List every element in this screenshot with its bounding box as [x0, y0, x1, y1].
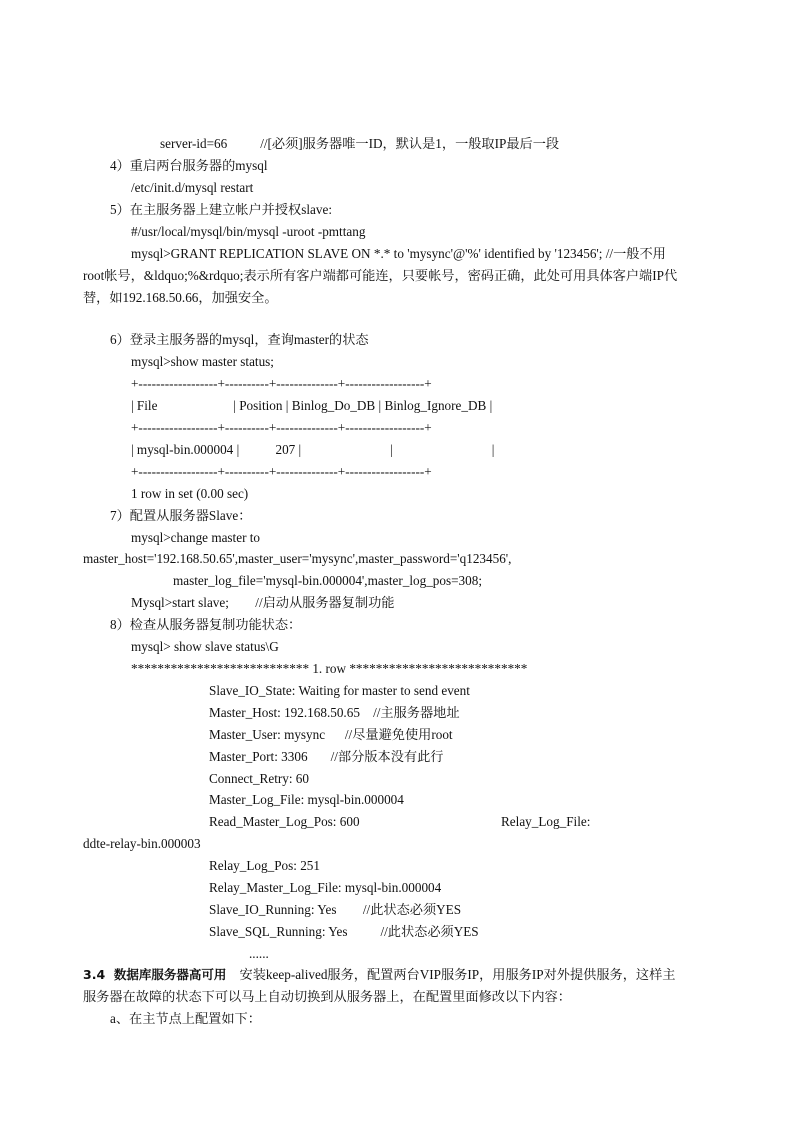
- text-line: server-id=66 //[必须]服务器唯一ID，默认是1，一般取IP最后一段: [160, 136, 560, 151]
- section-text: 安装keep-alived服务，配置两台VIP服务IP，用服务IP对外提供服务，这样主: [226, 967, 676, 982]
- table-header: | File | Position | Binlog_Do_DB | Binlog_Ignore_DB |: [131, 398, 493, 413]
- text-line: Mysql>start slave; //启动从服务器复制功能: [131, 595, 395, 610]
- status-field: Slave_IO_State: Waiting for master to send event: [209, 683, 470, 698]
- ellipsis: ......: [249, 946, 269, 961]
- text-line: 5）在主服务器上建立帐户并授权slave:: [110, 202, 332, 217]
- status-field: Slave_SQL_Running: Yes //此状态必须YES: [209, 924, 479, 939]
- status-field: Master_User: mysync //尽量避免使用root: [209, 727, 453, 742]
- table-border: +------------------+----------+--------------+------------------+: [131, 376, 432, 391]
- text-line: 1 row in set (0.00 sec): [131, 486, 249, 501]
- text-line: *************************** 1. row ***************************: [131, 661, 528, 676]
- status-field: Slave_IO_Running: Yes //此状态必须YES: [209, 902, 462, 917]
- text-line: mysql>GRANT REPLICATION SLAVE ON *.* to 'mysync'@'%' identified by '123456'; //一般不用: [131, 246, 666, 261]
- text-line: 8）检查从服务器复制功能状态：: [110, 617, 302, 632]
- status-field: Master_Host: 192.168.50.65 //主服务器地址: [209, 705, 460, 720]
- text-line: master_log_file='mysql-bin.000004',master_log_pos=308;: [173, 573, 482, 588]
- status-field: ddte-relay-bin.000003: [83, 836, 201, 851]
- text-line: /etc/init.d/mysql restart: [131, 180, 254, 195]
- text-line: 7）配置从服务器Slave：: [110, 508, 252, 523]
- text-line: #/usr/local/mysql/bin/mysql -uroot -pmttang: [131, 224, 366, 239]
- section-heading: 3.4 数据库服务器高可用: [83, 967, 227, 982]
- text-line: 替，如192.168.50.66，加强安全。: [83, 290, 278, 305]
- text-line: root帐号，&ldquo;%&rdquo;表示所有客户端都可能连，只要帐号，密码正确，此处可用具体客户端IP代: [83, 268, 678, 283]
- status-field: Connect_Retry: 60: [209, 771, 309, 786]
- status-field: Master_Log_File: mysql-bin.000004: [209, 792, 404, 807]
- text-line: 4）重启两台服务器的mysql: [110, 158, 268, 173]
- table-border: +------------------+----------+--------------+------------------+: [131, 464, 432, 479]
- text-line: master_host='192.168.50.65',master_user='mysync',master_password='q123456',: [83, 551, 512, 566]
- text-line: mysql>change master to: [131, 530, 261, 545]
- text-line: mysql>show master status;: [131, 354, 274, 369]
- status-field: Relay_Master_Log_File: mysql-bin.000004: [209, 880, 442, 895]
- text-line: 服务器在故障的状态下可以马上自动切换到从服务器上，在配置里面修改以下内容：: [83, 989, 571, 1004]
- status-field: Master_Port: 3306 //部分版本没有此行: [209, 749, 444, 764]
- text-line: a、在主节点上配置如下：: [110, 1011, 261, 1026]
- status-field: Read_Master_Log_Pos: 600: [209, 814, 360, 829]
- section-paragraph: [83, 968, 675, 982]
- status-field: Relay_Log_File:: [501, 814, 591, 829]
- table-row: | mysql-bin.000004 | 207 | | |: [131, 442, 495, 457]
- status-field: Relay_Log_Pos: 251: [209, 858, 320, 873]
- text-line: 6）登录主服务器的mysql，查询master的状态: [110, 332, 369, 347]
- table-border: +------------------+----------+--------------+------------------+: [131, 420, 432, 435]
- text-line: mysql> show slave status\G: [131, 639, 279, 654]
